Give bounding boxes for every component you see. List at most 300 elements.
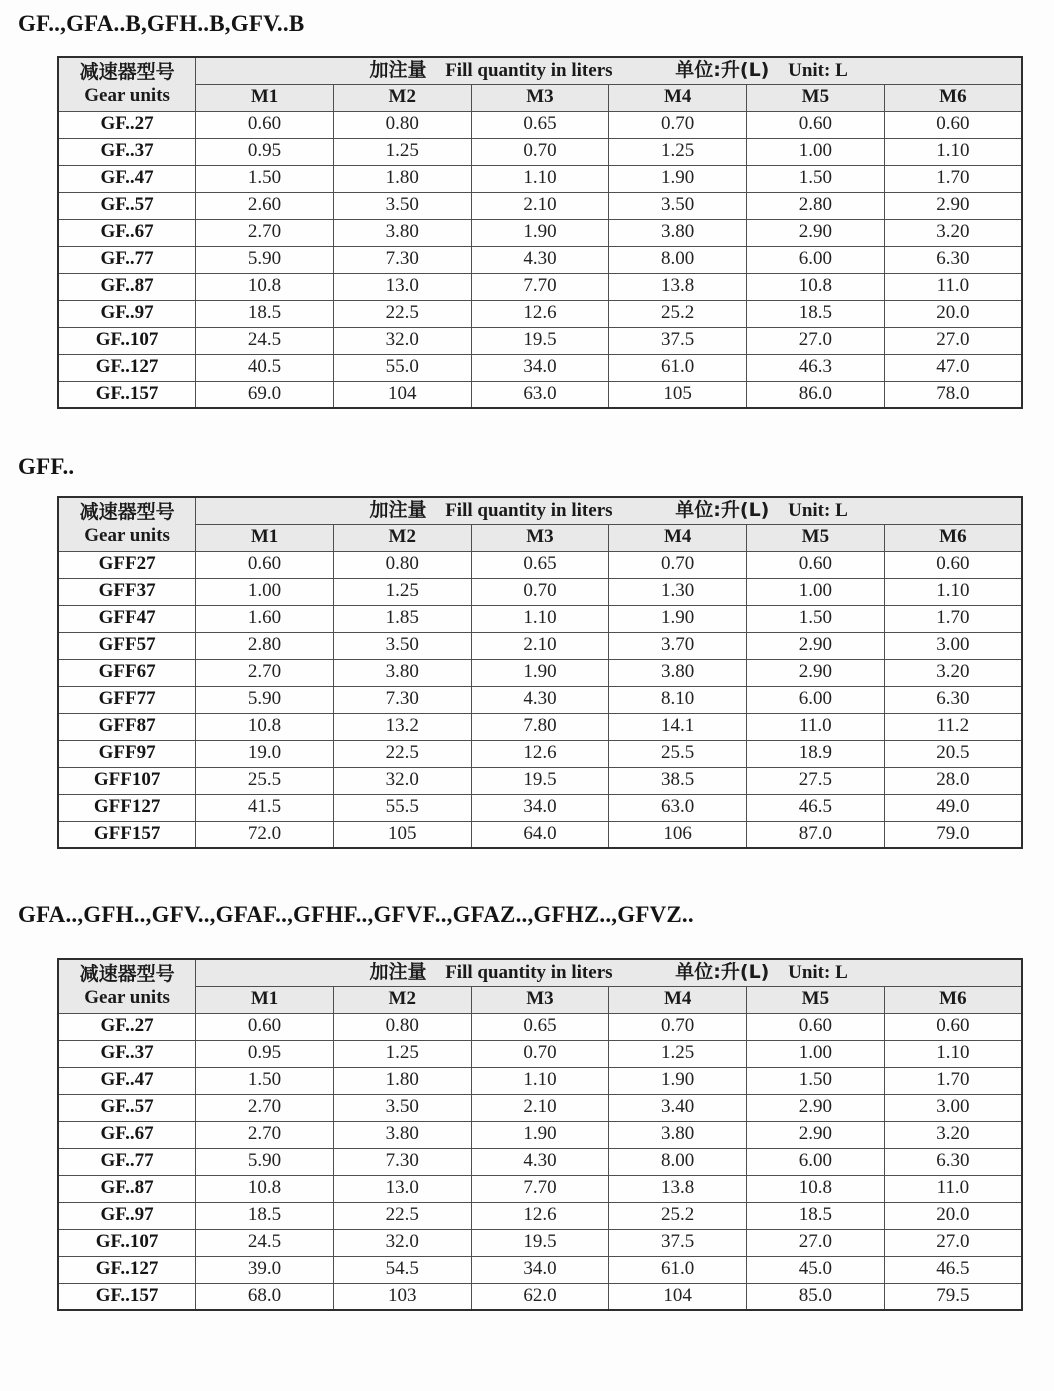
gear-unit-model: GF..67	[58, 1121, 196, 1148]
fill-quantity-value: 40.5	[196, 354, 334, 381]
fill-quantity-value: 86.0	[747, 381, 885, 408]
fill-quantity-table-gff-series	[57, 496, 1023, 849]
fill-quantity-value: 14.1	[609, 713, 747, 740]
fill-quantity-value: 1.50	[747, 165, 885, 192]
fill-quantity-value: 13.8	[609, 273, 747, 300]
gear-unit-model: GF..77	[58, 1148, 196, 1175]
fill-quantity-value: 2.70	[196, 219, 334, 246]
fill-quantity-value: 106	[609, 821, 747, 848]
fill-quantity-value: 11.0	[884, 1175, 1022, 1202]
table-header-row-mounting	[58, 986, 1022, 1013]
table-header-row-main	[58, 959, 1022, 986]
table-row	[58, 794, 1022, 821]
fill-quantity-value: 0.60	[196, 111, 334, 138]
fill-quantity-value: 0.70	[609, 111, 747, 138]
fill-quantity-value: 3.80	[609, 1121, 747, 1148]
fill-quantity-value: 1.10	[471, 165, 609, 192]
fill-quantity-value: 55.5	[333, 794, 471, 821]
fill-quantity-value: 13.0	[333, 273, 471, 300]
fill-quantity-header-cell	[196, 497, 1022, 524]
fill-quantity-value: 8.10	[609, 686, 747, 713]
column-header-m3: M3	[471, 986, 609, 1013]
fill-quantity-value: 1.25	[333, 578, 471, 605]
fill-quantity-value: 1.90	[609, 165, 747, 192]
fill-quantity-value: 1.00	[747, 1040, 885, 1067]
gear-unit-model: GF..37	[58, 138, 196, 165]
fill-quantity-value: 19.5	[471, 327, 609, 354]
fill-quantity-value: 3.50	[333, 1094, 471, 1121]
fill-quantity-value: 0.70	[471, 1040, 609, 1067]
fill-quantity-value: 0.60	[884, 111, 1022, 138]
fill-quantity-value: 24.5	[196, 327, 334, 354]
fill-quantity-value: 27.0	[884, 327, 1022, 354]
section-title-gf-b-series: GF..,GFA..B,GFH..B,GFV..B	[18, 11, 305, 36]
fill-quantity-value: 8.00	[609, 1148, 747, 1175]
fill-quantity-value: 1.70	[884, 165, 1022, 192]
fill-quantity-value: 61.0	[609, 1256, 747, 1283]
gear-unit-model: GFF97	[58, 740, 196, 767]
fill-quantity-value: 10.8	[196, 273, 334, 300]
fill-quantity-value: 6.30	[884, 1148, 1022, 1175]
table-row	[58, 273, 1022, 300]
fill-quantity-value: 28.0	[884, 767, 1022, 794]
fill-quantity-value: 4.30	[471, 686, 609, 713]
gear-unit-model: GFF27	[58, 551, 196, 578]
fill-quantity-value: 1.80	[333, 165, 471, 192]
fill-quantity-value: 46.5	[884, 1256, 1022, 1283]
column-header-m2: M2	[333, 986, 471, 1013]
fill-quantity-value: 2.70	[196, 1094, 334, 1121]
fill-quantity-value: 1.10	[884, 138, 1022, 165]
fill-quantity-value: 11.0	[884, 273, 1022, 300]
table-row	[58, 1013, 1022, 1040]
fill-quantity-value: 10.8	[196, 1175, 334, 1202]
gear-units-header-cell	[58, 497, 196, 551]
fill-quantity-value: 22.5	[333, 740, 471, 767]
table-header-row-main	[58, 57, 1022, 84]
column-header-m5: M5	[747, 84, 885, 111]
fill-quantity-value: 0.65	[471, 111, 609, 138]
fill-quantity-value: 3.20	[884, 1121, 1022, 1148]
fill-quantity-value: 25.5	[609, 740, 747, 767]
fill-quantity-value: 3.50	[333, 192, 471, 219]
unit-label-en: Unit: L	[788, 499, 848, 521]
table-row	[58, 1256, 1022, 1283]
fill-quantity-value: 24.5	[196, 1229, 334, 1256]
fill-quantity-value: 1.25	[333, 138, 471, 165]
fill-quantity-value: 1.10	[471, 605, 609, 632]
fill-quantity-value: 3.00	[884, 632, 1022, 659]
table-row	[58, 192, 1022, 219]
fill-quantity-value: 1.30	[609, 578, 747, 605]
table-row	[58, 1229, 1022, 1256]
fill-quantity-value: 12.6	[471, 1202, 609, 1229]
fill-quantity-value: 1.25	[333, 1040, 471, 1067]
table-row	[58, 686, 1022, 713]
fill-quantity-value: 69.0	[196, 381, 334, 408]
fill-quantity-header-cell	[196, 959, 1022, 986]
fill-quantity-value: 0.70	[609, 1013, 747, 1040]
table-row	[58, 354, 1022, 381]
column-header-m1: M1	[196, 986, 334, 1013]
fill-quantity-value: 32.0	[333, 327, 471, 354]
fill-quantity-value: 1.00	[747, 578, 885, 605]
fill-quantity-value: 37.5	[609, 327, 747, 354]
fill-quantity-value: 3.50	[333, 632, 471, 659]
fill-quantity-value: 1.25	[609, 138, 747, 165]
gear-unit-model: GF..107	[58, 1229, 196, 1256]
fill-quantity-value: 1.50	[747, 1067, 885, 1094]
fill-quantity-value: 1.90	[609, 1067, 747, 1094]
fill-quantity-value: 1.50	[196, 165, 334, 192]
fill-quantity-value: 20.0	[884, 1202, 1022, 1229]
fill-quantity-value: 2.90	[747, 632, 885, 659]
fill-quantity-value: 3.40	[609, 1094, 747, 1121]
fill-quantity-value: 45.0	[747, 1256, 885, 1283]
fill-quantity-value: 105	[609, 381, 747, 408]
table-row	[58, 138, 1022, 165]
fill-quantity-value: 0.80	[333, 111, 471, 138]
fill-quantity-value: 20.0	[884, 300, 1022, 327]
gear-unit-model: GF..87	[58, 273, 196, 300]
fill-quantity-value: 0.80	[333, 551, 471, 578]
column-header-m6: M6	[884, 524, 1022, 551]
fill-quantity-value: 27.5	[747, 767, 885, 794]
gear-unit-model: GFF157	[58, 821, 196, 848]
gear-unit-model: GFF37	[58, 578, 196, 605]
fill-quantity-value: 25.2	[609, 1202, 747, 1229]
fill-quantity-value: 22.5	[333, 300, 471, 327]
fill-quantity-label-cn: 加注量	[369, 58, 427, 81]
fill-quantity-value: 13.8	[609, 1175, 747, 1202]
fill-quantity-value: 3.80	[609, 219, 747, 246]
fill-quantity-value: 1.25	[609, 1040, 747, 1067]
fill-quantity-value: 1.70	[884, 1067, 1022, 1094]
fill-quantity-value: 1.00	[196, 578, 334, 605]
fill-quantity-value: 104	[609, 1283, 747, 1310]
fill-quantity-value: 72.0	[196, 821, 334, 848]
table-row	[58, 1094, 1022, 1121]
gear-unit-model: GF..57	[58, 192, 196, 219]
fill-quantity-value: 46.3	[747, 354, 885, 381]
fill-quantity-value: 1.90	[471, 659, 609, 686]
gear-unit-model: GF..97	[58, 300, 196, 327]
fill-quantity-value: 78.0	[884, 381, 1022, 408]
table-body	[58, 551, 1022, 848]
fill-quantity-value: 7.30	[333, 686, 471, 713]
fill-quantity-value: 0.60	[747, 111, 885, 138]
fill-quantity-value: 3.80	[333, 659, 471, 686]
column-header-m5: M5	[747, 524, 885, 551]
fill-quantity-value: 0.70	[471, 578, 609, 605]
table-row	[58, 1148, 1022, 1175]
fill-quantity-value: 0.60	[196, 1013, 334, 1040]
gear-units-label-cn: 减速器型号	[79, 962, 175, 985]
fill-quantity-value: 1.90	[471, 219, 609, 246]
fill-quantity-value: 85.0	[747, 1283, 885, 1310]
gear-unit-model: GFF67	[58, 659, 196, 686]
fill-quantity-value: 7.70	[471, 1175, 609, 1202]
fill-quantity-value: 1.80	[333, 1067, 471, 1094]
fill-quantity-value: 1.50	[747, 605, 885, 632]
table-row	[58, 605, 1022, 632]
gear-unit-model: GFF107	[58, 767, 196, 794]
gear-unit-model: GF..127	[58, 1256, 196, 1283]
fill-quantity-value: 1.70	[884, 605, 1022, 632]
table-row	[58, 246, 1022, 273]
gear-unit-model: GF..77	[58, 246, 196, 273]
gear-unit-model: GFF77	[58, 686, 196, 713]
fill-quantity-value: 68.0	[196, 1283, 334, 1310]
fill-quantity-value: 4.30	[471, 1148, 609, 1175]
fill-quantity-value: 10.8	[747, 273, 885, 300]
fill-quantity-value: 0.60	[884, 551, 1022, 578]
fill-quantity-value: 105	[333, 821, 471, 848]
fill-quantity-value: 41.5	[196, 794, 334, 821]
fill-quantity-value: 79.5	[884, 1283, 1022, 1310]
fill-quantity-value: 0.95	[196, 138, 334, 165]
fill-quantity-value: 0.60	[196, 551, 334, 578]
fill-quantity-value: 18.9	[747, 740, 885, 767]
fill-quantity-value: 0.80	[333, 1013, 471, 1040]
fill-quantity-value: 2.10	[471, 632, 609, 659]
gear-units-label-en: Gear units	[84, 84, 170, 106]
fill-quantity-value: 1.10	[884, 578, 1022, 605]
fill-quantity-value: 34.0	[471, 794, 609, 821]
fill-quantity-value: 19.0	[196, 740, 334, 767]
fill-quantity-value: 6.00	[747, 246, 885, 273]
fill-quantity-value: 6.00	[747, 686, 885, 713]
fill-quantity-value: 3.80	[609, 659, 747, 686]
table-row	[58, 1283, 1022, 1310]
column-header-m1: M1	[196, 84, 334, 111]
gear-units-label-en: Gear units	[84, 986, 170, 1008]
table-row	[58, 578, 1022, 605]
fill-quantity-value: 1.10	[471, 1067, 609, 1094]
fill-quantity-value: 13.0	[333, 1175, 471, 1202]
fill-quantity-value: 1.50	[196, 1067, 334, 1094]
fill-quantity-value: 34.0	[471, 354, 609, 381]
gear-units-label-en: Gear units	[84, 524, 170, 546]
fill-quantity-value: 54.5	[333, 1256, 471, 1283]
fill-quantity-value: 27.0	[884, 1229, 1022, 1256]
fill-quantity-value: 0.70	[471, 138, 609, 165]
table-header	[58, 497, 1022, 551]
fill-quantity-value: 1.85	[333, 605, 471, 632]
fill-quantity-value: 0.65	[471, 1013, 609, 1040]
table-header	[58, 959, 1022, 1013]
fill-quantity-value: 12.6	[471, 300, 609, 327]
gear-unit-model: GF..157	[58, 1283, 196, 1310]
fill-quantity-value: 1.90	[471, 1121, 609, 1148]
fill-quantity-value: 10.8	[196, 713, 334, 740]
fill-quantity-value: 2.60	[196, 192, 334, 219]
fill-quantity-value: 61.0	[609, 354, 747, 381]
table-row	[58, 1040, 1022, 1067]
fill-quantity-value: 10.8	[747, 1175, 885, 1202]
fill-quantity-value: 8.00	[609, 246, 747, 273]
fill-quantity-value: 0.60	[747, 551, 885, 578]
gear-unit-model: GF..27	[58, 1013, 196, 1040]
fill-quantity-value: 32.0	[333, 1229, 471, 1256]
fill-quantity-value: 20.5	[884, 740, 1022, 767]
fill-quantity-value: 79.0	[884, 821, 1022, 848]
table-row	[58, 327, 1022, 354]
table-row	[58, 1121, 1022, 1148]
column-header-m4: M4	[609, 986, 747, 1013]
fill-quantity-value: 32.0	[333, 767, 471, 794]
gear-unit-model: GF..67	[58, 219, 196, 246]
fill-quantity-value: 18.5	[196, 300, 334, 327]
fill-quantity-value: 3.00	[884, 1094, 1022, 1121]
gear-unit-model: GF..157	[58, 381, 196, 408]
fill-quantity-value: 0.95	[196, 1040, 334, 1067]
table-row	[58, 1175, 1022, 1202]
fill-quantity-value: 2.90	[747, 1121, 885, 1148]
table-row	[58, 740, 1022, 767]
table-row	[58, 219, 1022, 246]
gear-unit-model: GFF47	[58, 605, 196, 632]
fill-quantity-value: 63.0	[609, 794, 747, 821]
section-title-gff-series: GFF..	[18, 454, 75, 479]
fill-quantity-value: 2.10	[471, 1094, 609, 1121]
gear-unit-model: GFF87	[58, 713, 196, 740]
table-header-row-main	[58, 497, 1022, 524]
table-row	[58, 1067, 1022, 1094]
fill-quantity-value: 4.30	[471, 246, 609, 273]
fill-quantity-table-gfa-gfh-gfv-series	[57, 958, 1023, 1311]
column-header-m2: M2	[333, 84, 471, 111]
column-header-m1: M1	[196, 524, 334, 551]
fill-quantity-value: 3.70	[609, 632, 747, 659]
fill-quantity-value: 5.90	[196, 1148, 334, 1175]
column-header-m4: M4	[609, 84, 747, 111]
fill-quantity-value: 5.90	[196, 686, 334, 713]
table-row	[58, 632, 1022, 659]
unit-label-cn: 单位:升(L)	[675, 960, 770, 983]
fill-quantity-value: 0.60	[884, 1013, 1022, 1040]
column-header-m2: M2	[333, 524, 471, 551]
column-header-m3: M3	[471, 84, 609, 111]
gear-unit-model: GF..57	[58, 1094, 196, 1121]
table-row	[58, 300, 1022, 327]
fill-quantity-value: 104	[333, 381, 471, 408]
fill-quantity-value: 38.5	[609, 767, 747, 794]
fill-quantity-label-cn: 加注量	[369, 960, 427, 983]
fill-quantity-value: 7.70	[471, 273, 609, 300]
fill-quantity-table-gf-b-series	[57, 56, 1023, 409]
fill-quantity-value: 2.90	[747, 1094, 885, 1121]
fill-quantity-value: 25.2	[609, 300, 747, 327]
gear-unit-model: GF..127	[58, 354, 196, 381]
table-row	[58, 551, 1022, 578]
gear-units-label-cn: 减速器型号	[79, 60, 175, 83]
fill-quantity-value: 7.30	[333, 1148, 471, 1175]
fill-quantity-value: 7.80	[471, 713, 609, 740]
gear-unit-model: GF..47	[58, 1067, 196, 1094]
gear-unit-model: GF..97	[58, 1202, 196, 1229]
fill-quantity-value: 6.30	[884, 686, 1022, 713]
fill-quantity-value: 6.30	[884, 246, 1022, 273]
fill-quantity-value: 103	[333, 1283, 471, 1310]
table-header	[58, 57, 1022, 111]
fill-quantity-value: 22.5	[333, 1202, 471, 1229]
fill-quantity-value: 64.0	[471, 821, 609, 848]
fill-quantity-value: 0.60	[747, 1013, 885, 1040]
fill-quantity-value: 11.2	[884, 713, 1022, 740]
table-row	[58, 821, 1022, 848]
fill-quantity-value: 18.5	[747, 1202, 885, 1229]
fill-quantity-label-en: Fill quantity in liters	[445, 499, 613, 521]
column-header-m3: M3	[471, 524, 609, 551]
table-header-row-mounting	[58, 84, 1022, 111]
fill-quantity-value: 49.0	[884, 794, 1022, 821]
gear-unit-model: GF..107	[58, 327, 196, 354]
fill-quantity-value: 37.5	[609, 1229, 747, 1256]
gear-units-header-cell	[58, 959, 196, 1013]
fill-quantity-value: 3.80	[333, 1121, 471, 1148]
fill-quantity-value: 3.20	[884, 659, 1022, 686]
gear-unit-model: GF..87	[58, 1175, 196, 1202]
fill-quantity-value: 2.10	[471, 192, 609, 219]
fill-quantity-value: 27.0	[747, 1229, 885, 1256]
fill-quantity-label-en: Fill quantity in liters	[445, 59, 613, 81]
fill-quantity-value: 2.80	[196, 632, 334, 659]
fill-quantity-value: 3.80	[333, 219, 471, 246]
fill-quantity-value: 0.70	[609, 551, 747, 578]
table-row	[58, 381, 1022, 408]
fill-quantity-value: 87.0	[747, 821, 885, 848]
fill-quantity-value: 19.5	[471, 1229, 609, 1256]
fill-quantity-header-cell	[196, 57, 1022, 84]
fill-quantity-value: 0.65	[471, 551, 609, 578]
table-row	[58, 1202, 1022, 1229]
unit-label-cn: 单位:升(L)	[675, 58, 770, 81]
fill-quantity-value: 5.90	[196, 246, 334, 273]
fill-quantity-value: 3.50	[609, 192, 747, 219]
table-body	[58, 1013, 1022, 1310]
gear-unit-model: GFF57	[58, 632, 196, 659]
column-header-m5: M5	[747, 986, 885, 1013]
unit-label-en: Unit: L	[788, 59, 848, 81]
fill-quantity-value: 2.90	[884, 192, 1022, 219]
fill-quantity-label-cn: 加注量	[369, 498, 427, 521]
fill-quantity-value: 63.0	[471, 381, 609, 408]
fill-quantity-value: 55.0	[333, 354, 471, 381]
table-row	[58, 659, 1022, 686]
fill-quantity-value: 6.00	[747, 1148, 885, 1175]
fill-quantity-value: 1.00	[747, 138, 885, 165]
table-row	[58, 767, 1022, 794]
fill-quantity-value: 47.0	[884, 354, 1022, 381]
fill-quantity-value: 34.0	[471, 1256, 609, 1283]
table-body	[58, 111, 1022, 408]
gear-units-header-cell	[58, 57, 196, 111]
gear-unit-model: GF..27	[58, 111, 196, 138]
gear-units-label-cn: 减速器型号	[79, 500, 175, 523]
unit-label-cn: 单位:升(L)	[675, 498, 770, 521]
unit-label-en: Unit: L	[788, 961, 848, 983]
column-header-m6: M6	[884, 986, 1022, 1013]
fill-quantity-value: 2.70	[196, 1121, 334, 1148]
column-header-m4: M4	[609, 524, 747, 551]
fill-quantity-value: 39.0	[196, 1256, 334, 1283]
section-title-gfa-gfh-gfv-series: GFA..,GFH..,GFV..,GFAF..,GFHF..,GFVF..,GFAZ..,GFHZ..,GFVZ..	[18, 902, 694, 927]
fill-quantity-value: 3.20	[884, 219, 1022, 246]
fill-quantity-value: 2.90	[747, 219, 885, 246]
fill-quantity-value: 12.6	[471, 740, 609, 767]
fill-quantity-value: 1.90	[609, 605, 747, 632]
